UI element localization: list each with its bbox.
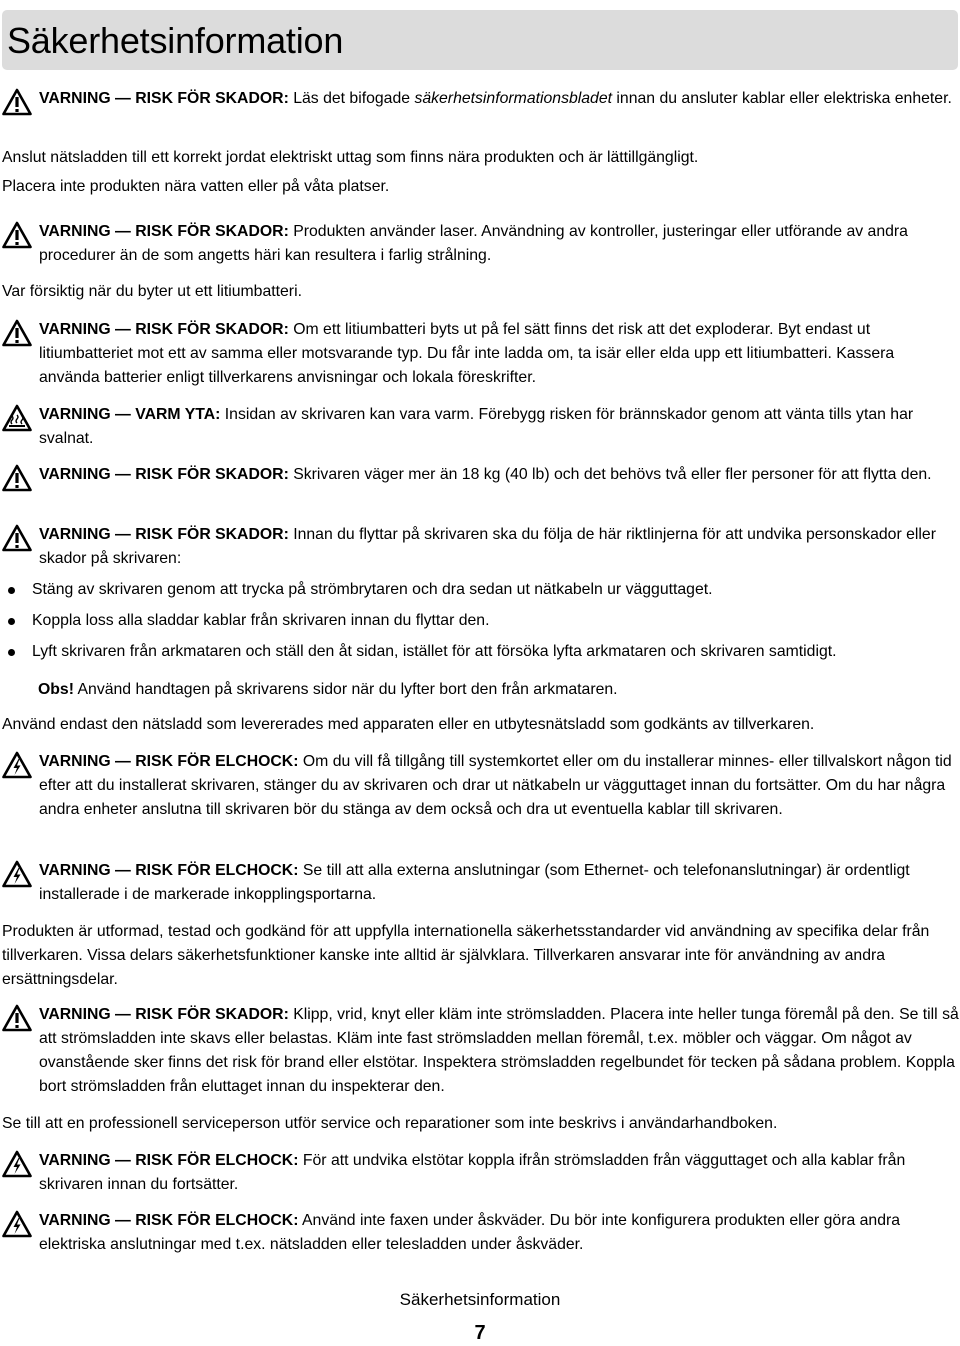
- warning-body: Insidan av skrivaren kan vara varm. Förebygg risken för brännskador genom att vänta tills ytan har svalnat.: [39, 406, 914, 447]
- warning-label: VARNING — VARM YTA:: [39, 406, 221, 423]
- warning-label: VARNING — RISK FÖR ELCHOCK:: [39, 862, 299, 879]
- paragraph: Produkten är utformad, testad och godkänd för att uppfylla internationella säkerhetsstandarder vid användning av specifika delar från tillverkaren. Vissa delars säkerhetsfunktioner kanske inte alltid är självklara. Tillverkaren ansvarar inte för användning av andra ersättningsdelar.: [2, 923, 930, 988]
- bullet-dot: [8, 649, 15, 656]
- hot-surface-icon: [2, 404, 32, 432]
- page-number: 7: [474, 1322, 486, 1344]
- warning-text: [39, 318, 959, 390]
- warning-text: [39, 220, 959, 268]
- caution-icon: [2, 221, 32, 249]
- caution-icon: [2, 524, 32, 552]
- electric-shock-icon: [2, 751, 32, 779]
- note-label: Obs!: [38, 681, 74, 698]
- list-item-text: Lyft skrivaren från arkmataren och ställ den åt sidan, istället för att försöka lyfta arkmataren och skrivaren samtidigt.: [32, 643, 837, 660]
- paragraph: Använd endast den nätsladd som levererades med apparaten eller en utbytesnätsladd som godkänts av tillverkaren.: [2, 716, 815, 733]
- caution-icon: [2, 464, 32, 492]
- warning-body: Skrivaren väger mer än 18 kg (40 lb) och det behövs två eller fler personer för att flytta den.: [288, 466, 932, 483]
- warning-text: [39, 463, 959, 487]
- warning-text: [39, 87, 959, 111]
- warning-label: VARNING — RISK FÖR SKADOR:: [39, 526, 289, 543]
- warning-body: Om ett litiumbatteri byts ut på fel sätt finns det risk att det exploderar. Byt endast ut litiumbatteriet mot ett av samma eller motsvarande typ. Du får inte ladda om, ta isär eller elda upp ett litiumbatteri. Kassera använda batterier enligt tillverkarens anvisningar och lokala föreskrifter.: [39, 321, 895, 386]
- warning-text: [39, 1209, 959, 1257]
- warning-body: Om du vill få tillgång till systemkortet eller om du installerar minnes- eller tillvalskort någon tid efter att du installerat skrivaren, stänger du av skrivaren och drar ut nätkabeln ur vägguttaget innan du fortsätter. Om du har några andra enheter anslutna till skrivaren bör du stänga av dem också och dra ut eventuella kablar till skrivaren.: [39, 753, 952, 818]
- electric-shock-icon: [2, 1210, 32, 1238]
- bullet-dot: [8, 618, 15, 625]
- warning-label: VARNING — RISK FÖR SKADOR:: [39, 90, 289, 107]
- warning-label: VARNING — RISK FÖR SKADOR:: [39, 223, 289, 240]
- warning-text: [39, 750, 959, 822]
- warning-text: [39, 859, 959, 907]
- caution-icon: [2, 1004, 32, 1032]
- title-bar: [2, 10, 958, 70]
- warning-label: VARNING — RISK FÖR SKADOR:: [39, 321, 289, 338]
- warning-text: [39, 1003, 959, 1099]
- warning-text: [39, 523, 959, 571]
- warning-text: [39, 1149, 959, 1197]
- note-text: Använd handtagen på skrivarens sidor när du lyfter bort den från arkmataren.: [73, 681, 618, 698]
- paragraph: Se till att en professionell serviceperson utför service och reparationer som inte beskrivs i användarhandboken.: [2, 1115, 778, 1132]
- warning-body: Innan du flyttar på skrivaren ska du följa de här riktlinjerna för att undvika personskador eller skador på skrivaren:: [39, 526, 936, 567]
- bullet-dot: [8, 587, 15, 594]
- warning-text: [39, 403, 959, 451]
- paragraph: Placera inte produkten nära vatten eller på våta platser.: [2, 178, 390, 195]
- electric-shock-icon: [2, 860, 32, 888]
- paragraph: Anslut nätsladden till ett korrekt jordat elektriskt uttag som finns nära produkten och är lättillgängligt.: [2, 149, 699, 166]
- page-title: Säkerhetsinformation: [7, 20, 344, 61]
- warning-body-em: säkerhetsinformationsbladet: [414, 90, 613, 107]
- warning-body: Använd inte faxen under åskväder. Du bör inte konfigurera produkten eller göra andra elektriska anslutningar med t.ex. nätsladden eller telesladden under åskväder.: [39, 1212, 901, 1253]
- warning-body-post: innan du ansluter kablar eller elektriska enheter.: [612, 90, 952, 107]
- warning-body: Produkten använder laser. Användning av kontroller, justeringar eller utförande av andra procedurer än de som angetts häri kan resultera i farlig strålning.: [39, 223, 908, 264]
- paragraph: Var försiktig när du byter ut ett litiumbatteri.: [2, 283, 302, 300]
- warning-body: Klipp, vrid, knyt eller kläm inte strömsladden. Placera inte heller tunga föremål på den. Se till så att strömsladden inte skavs eller belastas. Kläm inte fast strömsladden mellan föremål, t.ex. möbler och väggar. Om något av ovanstående sker finns det risk för brand eller elstötar. Inspektera strömsladden regelbundet för tecken på sådana problem. Koppla bort strömsladden från eluttaget innan du inspekterar den.: [39, 1006, 959, 1095]
- footer-label: Säkerhetsinformation: [399, 1290, 561, 1309]
- warning-body-pre: Läs det bifogade: [288, 90, 415, 107]
- warning-label: VARNING — RISK FÖR SKADOR:: [39, 1006, 289, 1023]
- warning-label: VARNING — RISK FÖR ELCHOCK:: [39, 1152, 299, 1169]
- electric-shock-icon: [2, 1150, 32, 1178]
- warning-body: För att undvika elstötar koppla ifrån strömsladden från vägguttaget och alla kablar från skrivaren innan du fortsätter.: [39, 1152, 906, 1193]
- caution-icon: [2, 319, 32, 347]
- list-item-text: Stäng av skrivaren genom att trycka på strömbrytaren och dra sedan ut nätkabeln ur vägguttaget.: [32, 581, 713, 598]
- note: [38, 678, 953, 702]
- warning-label: VARNING — RISK FÖR ELCHOCK:: [39, 1212, 299, 1229]
- list-item-text: Koppla loss alla sladdar kablar från skrivaren innan du flyttar den.: [32, 612, 490, 629]
- caution-icon: [2, 88, 32, 116]
- warning-body: Se till att alla externa anslutningar (som Ethernet- och telefonanslutningar) är ordentligt installerade i de markerade inkopplingsportarna.: [39, 862, 910, 903]
- warning-label: VARNING — RISK FÖR SKADOR:: [39, 466, 289, 483]
- warning-label: VARNING — RISK FÖR ELCHOCK:: [39, 753, 299, 770]
